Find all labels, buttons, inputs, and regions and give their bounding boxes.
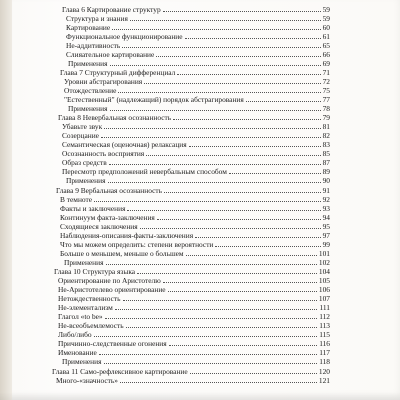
toc-page-number: 59 — [322, 4, 330, 14]
toc-chapter-row — [58, 114, 330, 122]
toc-dot-leader — [106, 264, 317, 265]
toc-entry-row — [62, 168, 330, 176]
toc-page-number: 121 — [318, 375, 330, 385]
toc-entry-row — [62, 123, 330, 131]
toc-entry-title: Ориентирование по Аристотелю — [58, 276, 161, 285]
toc-dot-leader — [115, 309, 318, 310]
toc-page-number: 87 — [322, 158, 330, 168]
toc-entry-title: Глава 7 Структурный дифференциал — [60, 67, 176, 77]
toc-entry-row — [58, 313, 330, 321]
toc-dot-leader — [185, 38, 321, 39]
toc-page-number: 85 — [322, 149, 330, 159]
toc-chapter-row — [52, 368, 330, 376]
toc-entry-title: В темноте — [60, 194, 93, 204]
toc-entry-title: Глава 10 Структура языка — [54, 266, 136, 276]
toc-dot-leader — [186, 255, 317, 256]
toc-entry-row — [60, 214, 330, 222]
toc-entry-title: Применения — [62, 357, 102, 367]
toc-entry-row — [58, 304, 330, 312]
toc-entry-title: Картирование — [66, 22, 111, 32]
toc-page-number: 92 — [322, 194, 330, 204]
toc-page-number: 75 — [322, 85, 330, 95]
toc-page-number: 65 — [322, 40, 330, 50]
toc-page-number: 99 — [322, 239, 330, 249]
toc-entry-title: Не-всеобъемлемость — [58, 321, 124, 331]
toc-dot-leader — [169, 345, 318, 346]
toc-chapter-row — [54, 268, 330, 276]
toc-entry-title: Убавьте звук — [62, 122, 103, 132]
toc-page-number: 83 — [322, 140, 330, 150]
toc-entry-row — [58, 295, 330, 303]
toc-entry-row — [68, 60, 330, 68]
toc-entry-row — [64, 78, 330, 86]
toc-entry-title: Факты и заключения — [60, 203, 126, 213]
toc-chapter-row — [62, 6, 330, 14]
toc-page-number: 59 — [322, 13, 330, 23]
toc-dot-leader — [118, 92, 320, 93]
toc-entry-title: Больше о меньшем, меньше о большем — [60, 248, 184, 258]
toc-entry-title: Глава 8 Невербальная осознанность — [58, 113, 172, 123]
toc-dot-leader — [120, 382, 317, 383]
toc-entry-title: Применения — [68, 58, 108, 68]
toc-entry-title: Не-аддитивность — [66, 40, 121, 50]
toc-entry-title: Применения — [66, 176, 106, 186]
toc-entry-title: Континуум факта-заключения — [60, 212, 155, 222]
toc-entry-title: Созерцание — [62, 131, 99, 141]
toc-dot-leader — [109, 164, 321, 165]
toc-dot-leader — [146, 155, 320, 156]
toc-entry-title: Сходящиеся заключения — [60, 221, 138, 231]
toc-page-number: 93 — [322, 203, 330, 213]
toc-dot-leader — [246, 101, 321, 102]
toc-page-number: 61 — [322, 31, 330, 41]
toc-entry-title: Пересмотр предположений невербальным способом — [62, 167, 227, 177]
toc-entry-title: Применения — [64, 257, 104, 267]
toc-page-number: 116 — [319, 339, 330, 349]
toc-page-number: 79 — [322, 113, 330, 123]
toc-entry-row — [68, 105, 330, 113]
toc-entry-row — [62, 150, 330, 158]
toc-dot-leader — [104, 128, 320, 129]
toc-page-number: 106 — [318, 285, 330, 295]
toc-entry-title: Не-Аристотелево ориентирование — [58, 285, 166, 295]
toc-entry-title: Слияательное картирование — [66, 49, 155, 59]
toc-entry-row — [62, 132, 330, 140]
toc-page-number: 89 — [322, 167, 330, 177]
toc-entry-title: Глава 9 Вербальная осознанность — [56, 185, 162, 195]
toc-entry-title: Глава 6 Картирование структур — [62, 4, 161, 14]
toc-page-number: 97 — [322, 230, 330, 240]
toc-dot-leader — [122, 47, 320, 48]
toc-dot-leader — [163, 282, 317, 283]
toc-page-number: 101 — [318, 248, 330, 258]
toc-entry-title: Семантическая (оценочная) релаксация — [62, 140, 187, 150]
toc-page-number: 94 — [322, 212, 330, 222]
toc-page-number: 107 — [318, 294, 330, 304]
toc-page-number: 81 — [322, 122, 330, 132]
toc-page-number: 69 — [322, 58, 330, 68]
toc-dot-leader — [104, 363, 318, 364]
toc-entry-row — [56, 377, 330, 385]
toc-entry-row — [66, 33, 330, 41]
toc-entry-row — [58, 340, 330, 348]
toc-dot-leader — [137, 273, 317, 274]
toc-entry-title: Структура и знания — [66, 13, 128, 23]
toc-entry-row — [62, 141, 330, 149]
toc-dot-leader — [94, 336, 318, 337]
toc-dot-leader — [173, 119, 320, 120]
toc-page-number: 60 — [322, 22, 330, 32]
toc-dot-leader — [112, 29, 320, 30]
toc-page-number: 77 — [322, 95, 330, 104]
toc-page-number: 118 — [319, 357, 330, 367]
toc-entry-row — [66, 51, 330, 59]
toc-entry-row — [60, 196, 330, 204]
page-bottom-shadow — [0, 392, 400, 400]
toc-dot-leader — [229, 173, 321, 174]
toc-entry-row — [66, 177, 330, 185]
toc-dot-leader — [190, 373, 317, 374]
toc-entry-row — [58, 322, 330, 330]
toc-dot-leader — [126, 327, 318, 328]
toc-entry-row — [64, 87, 330, 95]
toc-entry-title: "Естественный" (надлежащий) порядок абстрагирования — [64, 95, 244, 104]
toc-dot-leader — [144, 83, 320, 84]
toc-dot-leader — [140, 228, 321, 229]
toc-entry-row — [60, 241, 330, 249]
toc-entry-title: Глагол «to be» — [58, 312, 103, 322]
toc-entry-row — [58, 277, 330, 285]
toc-page-number: 91 — [322, 185, 330, 195]
toc-dot-leader — [130, 20, 321, 21]
toc-dot-leader — [94, 201, 321, 202]
toc-entry-title: Не-элементализм — [58, 303, 113, 313]
toc-dot-leader — [105, 318, 318, 319]
toc-dot-leader — [215, 246, 320, 247]
toc-entry-row — [62, 159, 330, 167]
toc-page-number: 112 — [319, 312, 330, 322]
toc-page-number: 82 — [322, 131, 330, 141]
toc-page-number: 105 — [318, 276, 330, 285]
toc-dot-leader — [163, 11, 321, 12]
toc-dot-leader — [164, 192, 321, 193]
toc-page-number: 66 — [322, 49, 330, 59]
toc-entry-row — [64, 96, 330, 104]
toc-dot-leader — [168, 291, 317, 292]
toc-dot-leader — [108, 182, 321, 183]
toc-entry-title: Глава 11 Само-рефлексивное картирование — [52, 366, 188, 376]
toc-entry-title: Функциональное функционирование — [66, 31, 183, 41]
toc-entry-title: Либо/либо — [58, 330, 92, 340]
toc-dot-leader — [101, 137, 321, 138]
toc-page-number: 120 — [318, 366, 330, 376]
toc-entry-title: Нетождественность — [58, 294, 121, 304]
toc-dot-leader — [189, 146, 321, 147]
toc-entry-title: Применения — [68, 104, 108, 114]
toc-page-number: 95 — [322, 221, 330, 231]
toc-entry-row — [58, 286, 330, 294]
toc-entry-row — [66, 15, 330, 23]
toc-entry-row — [58, 331, 330, 339]
toc-entry-title: Уровни абстрагирования — [64, 76, 143, 86]
toc-entry-row — [60, 250, 330, 258]
toc-dot-leader — [156, 56, 320, 57]
toc-entry-title: Что мы можем определить: степени вероятности — [60, 239, 214, 249]
toc-entry-title: Много-«значность» — [56, 375, 118, 385]
toc-dot-leader — [110, 65, 321, 66]
toc-page-number: 113 — [319, 321, 330, 331]
toc-entry-title: Причинно-следственные огонения — [58, 339, 167, 349]
toc-dot-leader — [157, 219, 321, 220]
toc-entry-row — [64, 259, 330, 267]
toc-page-number: 111 — [319, 303, 330, 313]
toc-page-number: 72 — [322, 76, 330, 86]
toc-dot-leader — [110, 110, 321, 111]
toc-dot-leader — [195, 237, 320, 238]
toc-entry-title: Отождествление — [64, 85, 117, 95]
toc-entry-row — [60, 205, 330, 213]
toc-entry-title: Образ средств — [62, 158, 107, 168]
toc-page-number: 78 — [322, 104, 330, 114]
toc-entry-row — [66, 42, 330, 50]
toc-dot-leader — [177, 74, 320, 75]
toc-page-number: 117 — [319, 348, 330, 358]
toc-entry-row — [60, 232, 330, 240]
toc-chapter-row — [60, 69, 330, 77]
toc-entry-row — [60, 223, 330, 231]
toc-page-number: 115 — [319, 330, 330, 340]
toc-entry-title: Осознанность восприятия — [62, 149, 145, 159]
toc-page-number: 71 — [322, 67, 330, 77]
toc-dot-leader — [127, 210, 320, 211]
toc-page-number: 90 — [322, 176, 330, 186]
toc-entry-row — [62, 358, 330, 366]
toc-chapter-row — [56, 187, 330, 195]
toc-entry-row — [66, 24, 330, 32]
toc-entry-title: Именование — [58, 348, 97, 358]
toc-dot-leader — [123, 300, 317, 301]
toc-entry-title: Наблюдения-описания-факты-заключения — [60, 230, 194, 240]
toc-entry-row — [58, 349, 330, 357]
toc-page-number: 104 — [318, 266, 330, 276]
toc-dot-leader — [99, 354, 317, 355]
toc-page-number: 102 — [318, 257, 330, 267]
